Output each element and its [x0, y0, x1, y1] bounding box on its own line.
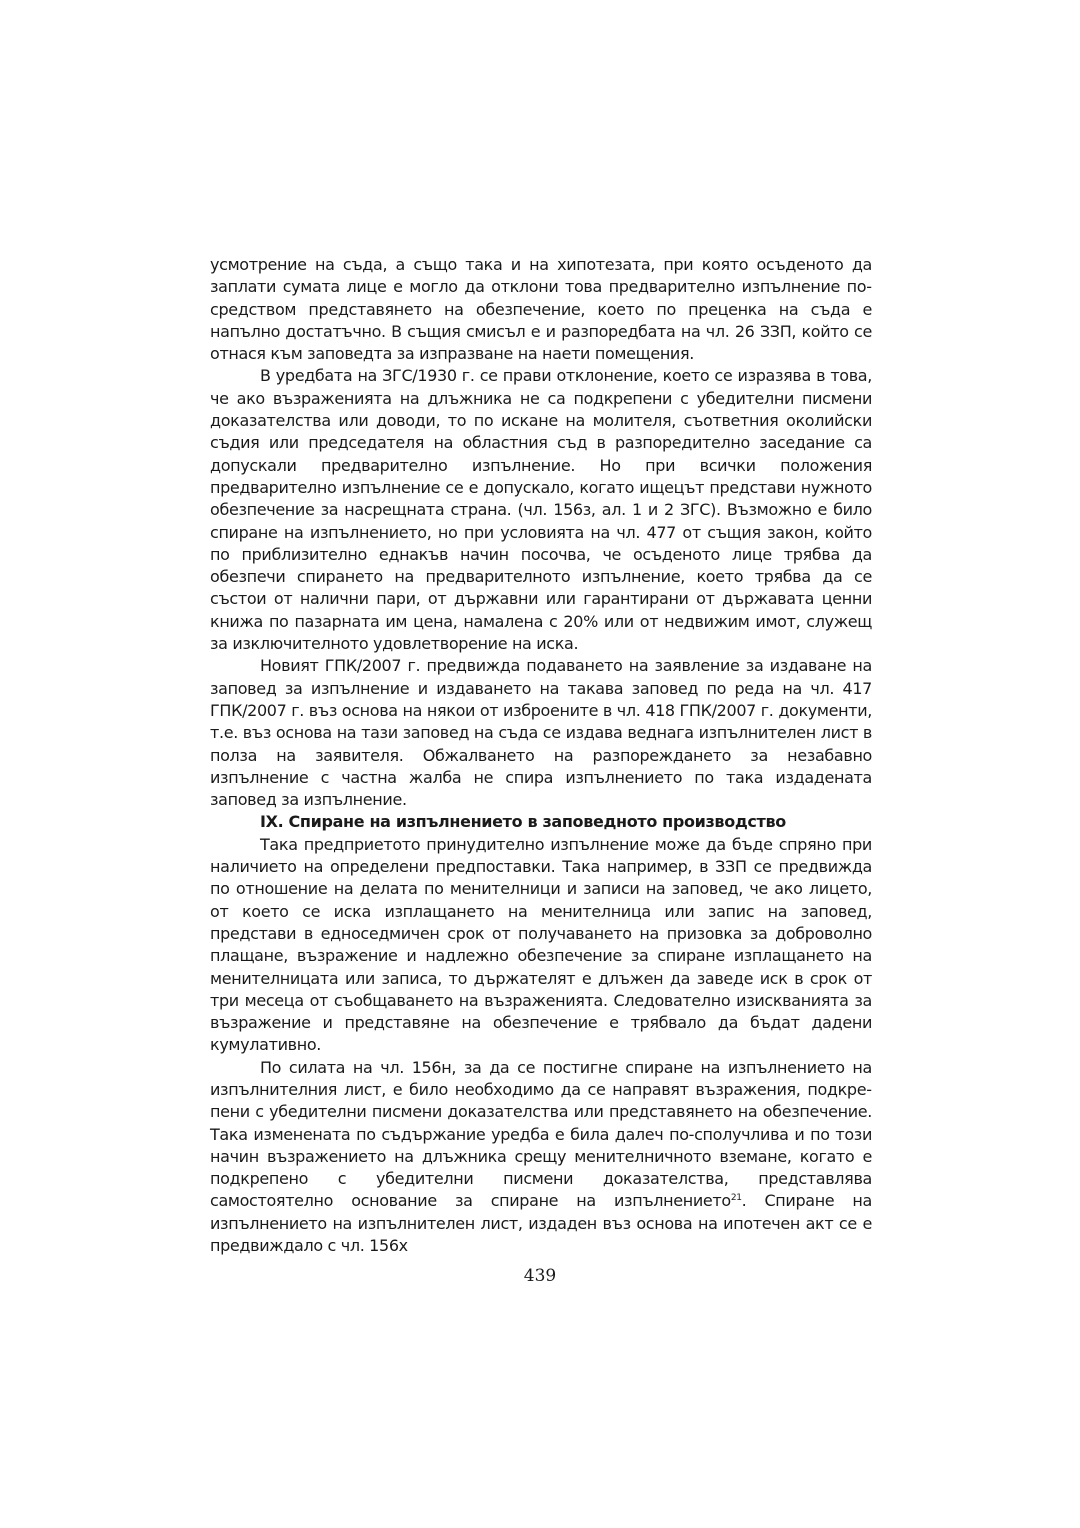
footnote-reference: 21 [730, 1193, 742, 1204]
paragraph-3: Новият ГПК/2007 г. предвижда подаването на заявление за издаване на заповед за изпълнение и издаването на такава заповед по реда на чл. 417 ГПК/2007 г. въз основа на някои от изброените в чл. 418 ГПК/2007 г. документи, т.е. въз основа на тази заповед на съда се издава веднага изпълнителен лист в полза на заявителя. Обжалването на разпореждането за незабавно изпълнение с частна жалба не спира изпълнението по така издадената заповед за изпълнение. [210, 656, 872, 810]
section-heading: IX. Спиране на изпълнението в заповедното производство [260, 812, 786, 832]
paragraph-5-text-a: По силата на чл. 156н, за да се постигне спиране на изпълнението на изпълнителния лист, е било необходимо да се направят възражения, подкрепени с убедителни писмени доказателства или представянето на обезпечение. Така изменената по съдържание уредба е била далеч по-сполучлива и по този начин възражението на длъжника срещу менителничното вземане, когато е подкрепено с убедителни писмени доказателства, представлява самостоятелно основание за спиране на изпълнението [210, 1057, 872, 1211]
paragraph-5 [210, 1057, 872, 1258]
paragraph-2: В уредбата на ЗГС/1930 г. се прави отклонение, което се изразява в това, че ако възраженията на длъжника не са подкрепени с убедителни писмени доказателства или доводи, то по искане на молителя, съответния околийски съдия или председателя на областния съд в разпоредително заседание са допускали предварително изпълнение. Но при всички положения предварително изпълнение се е допускало, когато ищецът представи нужното обезпечение за насрещната страна. (чл. 156з, ал. 1 и 2 ЗГС). Възможно е било спиране на изпълнението, но при условията на чл. 477 от същия закон, който по приблизително еднакъв начин посочва, че осъденото лице трябва да обезпечи спирането на предварителното изпълнение, което трябва да се състои от налични пари, от държавни или гарантирани от държавата ценни книжа по пазарната им цена, намалена с 20% или от недвижим имот, служещ за изключителното удовлетворение на иска. [210, 366, 872, 654]
paragraph-4: Така предприетото принудително изпълнение може да бъде спряно при наличието на определени предпоставки. Така например, в ЗЗП се предвижда по отношение на делата по менителници и записи на заповед, че ако лицето, от което се иска изплащането на менителница или запис на заповед, представи в едноседмичен срок от получаването на призовка за доброволно плащане, възражение и надлежно обезпечение за спиране изплащането на менителницата или записа, то държателят е длъжен да заведе иск в срок от три месеца от съобщаването на възраженията. Следователно изискванията за възражение и представяне на обезпечение е трябвало да бъдат дадени кумулативно. [210, 834, 872, 1055]
paragraph-5-text-b: . Спиране на изпълнението на изпълнителен лист, издаден въз основа на ипотечен акт се е предвиждало с чл. 156х [210, 1191, 872, 1256]
paragraph-1: усмотрение на съда, а също така и на хипотезата, при която осъденото да заплати сумата лице е могло да отклони това предварително изпълнение посредством представянето на обезпечение, което по преценка на съда е напълно достатъчно. В същия смисъл е и разпоредбата на чл. 26 ЗЗП, който се отнася към заповедта за изпразване на наети помещения. [210, 255, 872, 364]
page-number: 439 [523, 1266, 557, 1286]
document-body [210, 254, 872, 1257]
